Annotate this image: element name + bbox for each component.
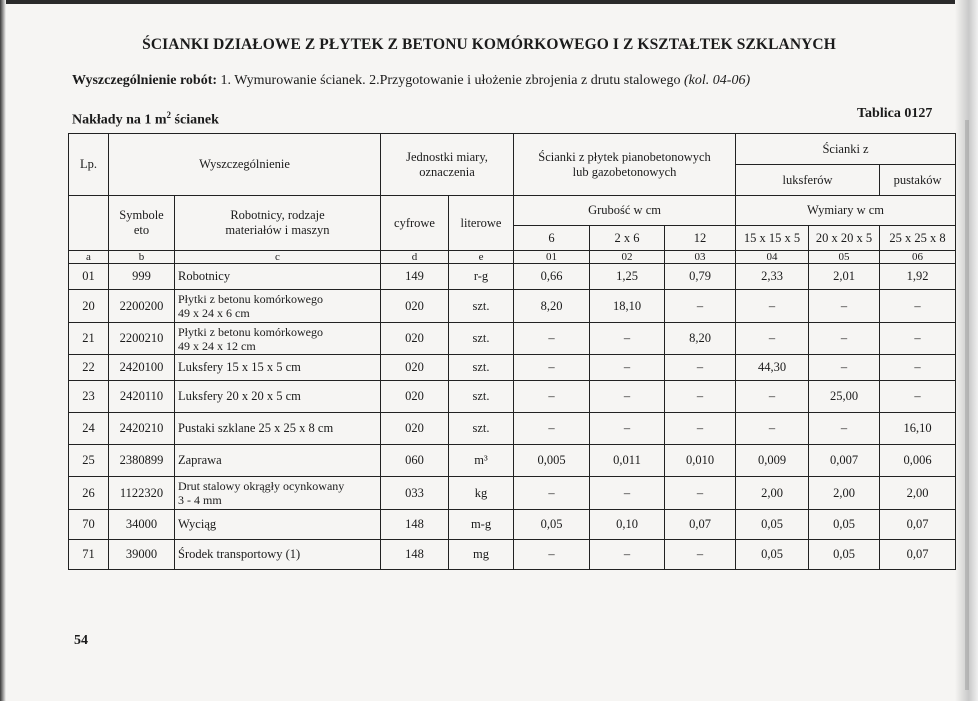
- column-index: 05: [809, 251, 880, 264]
- cell-symbol: 34000: [109, 510, 175, 540]
- table-row: [69, 323, 956, 355]
- cell-value: –: [665, 540, 736, 570]
- cell-value: 0,009: [736, 445, 809, 477]
- table-row: [69, 477, 956, 510]
- work-scope-label: Wyszczególnienie robót:: [72, 73, 218, 88]
- cell-value: –: [809, 413, 880, 445]
- cell-unit-letter: mg: [449, 540, 514, 570]
- header-row: [69, 196, 956, 226]
- cell-unit-digital: 149: [381, 264, 449, 290]
- cell-unit-digital: 033: [381, 477, 449, 510]
- scan-top-edge: [0, 0, 978, 4]
- cell-symbol: 2200200: [109, 290, 175, 323]
- header-dimensions: Wymiary w cm: [736, 196, 956, 226]
- cell-unit-letter: szt.: [449, 355, 514, 381]
- cell-symbol: 2380899: [109, 445, 175, 477]
- cell-value: 0,05: [809, 510, 880, 540]
- norm-basis: [72, 110, 219, 129]
- header-symbol-line1: Symbole: [119, 208, 164, 222]
- cell-value: 0,07: [880, 540, 956, 570]
- table-row: [69, 355, 956, 381]
- cell-name: Środek transportowy (1): [175, 540, 381, 570]
- table-row: [69, 413, 956, 445]
- cell-value: –: [514, 323, 590, 355]
- work-scope: [72, 73, 750, 89]
- cell-value: 2,00: [880, 477, 956, 510]
- cell-value: 0,006: [880, 445, 956, 477]
- cell-lp: 24: [69, 413, 109, 445]
- cell-value: 8,20: [665, 323, 736, 355]
- header-lp-blank: [69, 196, 109, 251]
- header-workers-line1: Robotnicy, rodzaje: [230, 208, 325, 222]
- header-symbol-line2: eto: [133, 223, 150, 237]
- cell-unit-letter: m³: [449, 445, 514, 477]
- norm-basis-exponent: 2: [166, 110, 172, 120]
- cell-lp: 25: [69, 445, 109, 477]
- norm-basis-label: Nakłady na 1 m: [72, 112, 167, 128]
- column-index: c: [175, 251, 381, 264]
- header-workers-materials: [175, 196, 381, 251]
- cell-value: –: [809, 355, 880, 381]
- cell-value: –: [590, 381, 665, 413]
- cell-name: Robotnicy: [175, 264, 381, 290]
- cell-value: 0,05: [514, 510, 590, 540]
- cell-unit-digital: 148: [381, 540, 449, 570]
- cell-value: –: [736, 323, 809, 355]
- cell-value: 0,05: [809, 540, 880, 570]
- page-title: ŚCIANKI DZIAŁOWE Z PŁYTEK Z BETONU KOMÓRKOWEGO I Z KSZTAŁTEK SZKLANYCH: [142, 36, 836, 53]
- cell-value: –: [514, 413, 590, 445]
- cell-name-line2: 49 x 24 x 6 cm: [178, 306, 250, 320]
- cell-name-line1: Płytki z betonu komórkowego: [178, 292, 323, 306]
- header-workers-line2: materiałów i maszyn: [225, 223, 330, 237]
- cell-value: 0,007: [809, 445, 880, 477]
- header-glass-blocks: pustaków: [880, 165, 956, 196]
- cell-value: 0,005: [514, 445, 590, 477]
- cell-name-line1: Drut stalowy okrągły ocynkowany: [178, 479, 345, 493]
- table-number: Tablica 0127: [857, 106, 933, 121]
- cell-value: –: [880, 381, 956, 413]
- cell-symbol: 999: [109, 264, 175, 290]
- cell-value: 0,10: [590, 510, 665, 540]
- cell-value: 2,00: [736, 477, 809, 510]
- column-index: a: [69, 251, 109, 264]
- cell-lp: 20: [69, 290, 109, 323]
- cell-value: 2,00: [809, 477, 880, 510]
- cell-value: –: [590, 477, 665, 510]
- cell-lp: 26: [69, 477, 109, 510]
- header-unit-digital: cyfrowe: [381, 196, 449, 251]
- cell-value: –: [736, 290, 809, 323]
- cell-name: [175, 290, 381, 323]
- cell-unit-letter: r-g: [449, 264, 514, 290]
- work-scope-text: 1. Wymurowanie ścianek. 2.Przygotowanie i ułożenie zbrojenia z drutu stalowego: [217, 73, 685, 88]
- column-index: 03: [665, 251, 736, 264]
- header-symbol: [109, 196, 175, 251]
- cell-name-line2: 3 - 4 mm: [178, 493, 222, 507]
- cell-value: 1,25: [590, 264, 665, 290]
- cell-value: 44,30: [736, 355, 809, 381]
- cell-value: 2,01: [809, 264, 880, 290]
- work-scope-columns-ref: (kol. 04-06): [684, 73, 751, 88]
- cell-lp: 01: [69, 264, 109, 290]
- cell-lp: 21: [69, 323, 109, 355]
- cell-name: Luksfery 20 x 20 x 5 cm: [175, 381, 381, 413]
- header-unit-letter: literowe: [449, 196, 514, 251]
- cell-symbol: 39000: [109, 540, 175, 570]
- scan-left-edge: [0, 0, 6, 701]
- cell-name: Luksfery 15 x 15 x 5 cm: [175, 355, 381, 381]
- cell-symbol: 2420100: [109, 355, 175, 381]
- header-walls-of: Ścianki z: [736, 134, 956, 165]
- cell-value: –: [514, 540, 590, 570]
- cell-name-line1: Płytki z betonu komórkowego: [178, 324, 323, 339]
- cell-symbol: 2420210: [109, 413, 175, 445]
- cell-symbol: 2200210: [109, 323, 175, 355]
- cell-value: –: [809, 290, 880, 323]
- column-index: d: [381, 251, 449, 264]
- cell-value: –: [514, 381, 590, 413]
- cell-symbol: 1122320: [109, 477, 175, 510]
- subcol-header: 20 x 20 x 5: [809, 226, 880, 251]
- norms-table: [68, 133, 956, 570]
- subcol-header: 15 x 15 x 5: [736, 226, 809, 251]
- cell-value: 0,05: [736, 510, 809, 540]
- cell-value: 8,20: [514, 290, 590, 323]
- cell-value: 0,010: [665, 445, 736, 477]
- column-index: 02: [590, 251, 665, 264]
- header-specification: Wyszczególnienie: [109, 134, 381, 196]
- table-row: [69, 290, 956, 323]
- header-lp: Lp.: [69, 134, 109, 196]
- header-row: [69, 134, 956, 165]
- cell-value: 0,07: [665, 510, 736, 540]
- cell-value: 2,33: [736, 264, 809, 290]
- cell-value: –: [736, 413, 809, 445]
- cell-value: 18,10: [590, 290, 665, 323]
- table-row: [69, 510, 956, 540]
- cell-unit-digital: 148: [381, 510, 449, 540]
- cell-value: 25,00: [809, 381, 880, 413]
- header-units: [381, 134, 514, 196]
- header-thickness: Grubość w cm: [514, 196, 736, 226]
- header-units-line2: oznaczenia: [419, 164, 475, 179]
- cell-name: [175, 323, 381, 355]
- cell-name-line2: 49 x 24 x 12 cm: [178, 338, 256, 353]
- cell-unit-digital: 020: [381, 381, 449, 413]
- cell-unit-letter: szt.: [449, 323, 514, 355]
- cell-value: 1,92: [880, 264, 956, 290]
- norm-basis-suffix: ścianek: [171, 112, 219, 128]
- cell-value: –: [590, 355, 665, 381]
- column-index: b: [109, 251, 175, 264]
- table-row: [69, 264, 956, 290]
- cell-lp: 22: [69, 355, 109, 381]
- cell-value: –: [665, 290, 736, 323]
- table-row: [69, 445, 956, 477]
- subcol-header: 6: [514, 226, 590, 251]
- cell-lp: 70: [69, 510, 109, 540]
- subcol-header: 2 x 6: [590, 226, 665, 251]
- cell-name: Wyciąg: [175, 510, 381, 540]
- cell-unit-digital: 020: [381, 355, 449, 381]
- header-concrete-line1: Ścianki z płytek pianobetonowych: [538, 149, 711, 164]
- cell-value: –: [514, 355, 590, 381]
- cell-value: 0,66: [514, 264, 590, 290]
- cell-value: 0,07: [880, 510, 956, 540]
- scan-right-edge: [955, 0, 978, 701]
- header-units-line1: Jednostki miary,: [406, 149, 488, 164]
- cell-lp: 71: [69, 540, 109, 570]
- scan-shadow: [965, 120, 969, 690]
- cell-name: Pustaki szklane 25 x 25 x 8 cm: [175, 413, 381, 445]
- table-row: [69, 540, 956, 570]
- cell-name: Zaprawa: [175, 445, 381, 477]
- column-index: e: [449, 251, 514, 264]
- cell-unit-letter: m-g: [449, 510, 514, 540]
- header-concrete-line2: lub gazobetonowych: [572, 164, 677, 179]
- column-index: 06: [880, 251, 956, 264]
- column-index: 04: [736, 251, 809, 264]
- cell-unit-letter: szt.: [449, 413, 514, 445]
- cell-value: –: [736, 381, 809, 413]
- cell-value: –: [590, 323, 665, 355]
- cell-symbol: 2420110: [109, 381, 175, 413]
- page-number: 54: [74, 633, 88, 648]
- cell-unit-letter: szt.: [449, 381, 514, 413]
- cell-unit-digital: 020: [381, 290, 449, 323]
- column-index-row: [69, 251, 956, 264]
- cell-value: –: [590, 413, 665, 445]
- cell-value: 0,05: [736, 540, 809, 570]
- cell-value: 16,10: [880, 413, 956, 445]
- cell-value: –: [880, 323, 956, 355]
- header-concrete-walls: [514, 134, 736, 196]
- cell-value: –: [665, 413, 736, 445]
- subcol-header: 12: [665, 226, 736, 251]
- cell-unit-digital: 020: [381, 413, 449, 445]
- cell-unit-letter: szt.: [449, 290, 514, 323]
- cell-value: 0,011: [590, 445, 665, 477]
- cell-value: 0,79: [665, 264, 736, 290]
- cell-value: –: [880, 290, 956, 323]
- cell-unit-digital: 060: [381, 445, 449, 477]
- column-index: 01: [514, 251, 590, 264]
- cell-name: [175, 477, 381, 510]
- cell-unit-digital: 020: [381, 323, 449, 355]
- cell-value: –: [809, 323, 880, 355]
- cell-value: –: [665, 355, 736, 381]
- cell-value: –: [590, 540, 665, 570]
- header-luxfer: luksferów: [736, 165, 880, 196]
- cell-lp: 23: [69, 381, 109, 413]
- cell-value: –: [665, 477, 736, 510]
- subcol-header: 25 x 25 x 8: [880, 226, 956, 251]
- cell-value: –: [880, 355, 956, 381]
- table-row: [69, 381, 956, 413]
- cell-unit-letter: kg: [449, 477, 514, 510]
- cell-value: –: [514, 477, 590, 510]
- cell-value: –: [665, 381, 736, 413]
